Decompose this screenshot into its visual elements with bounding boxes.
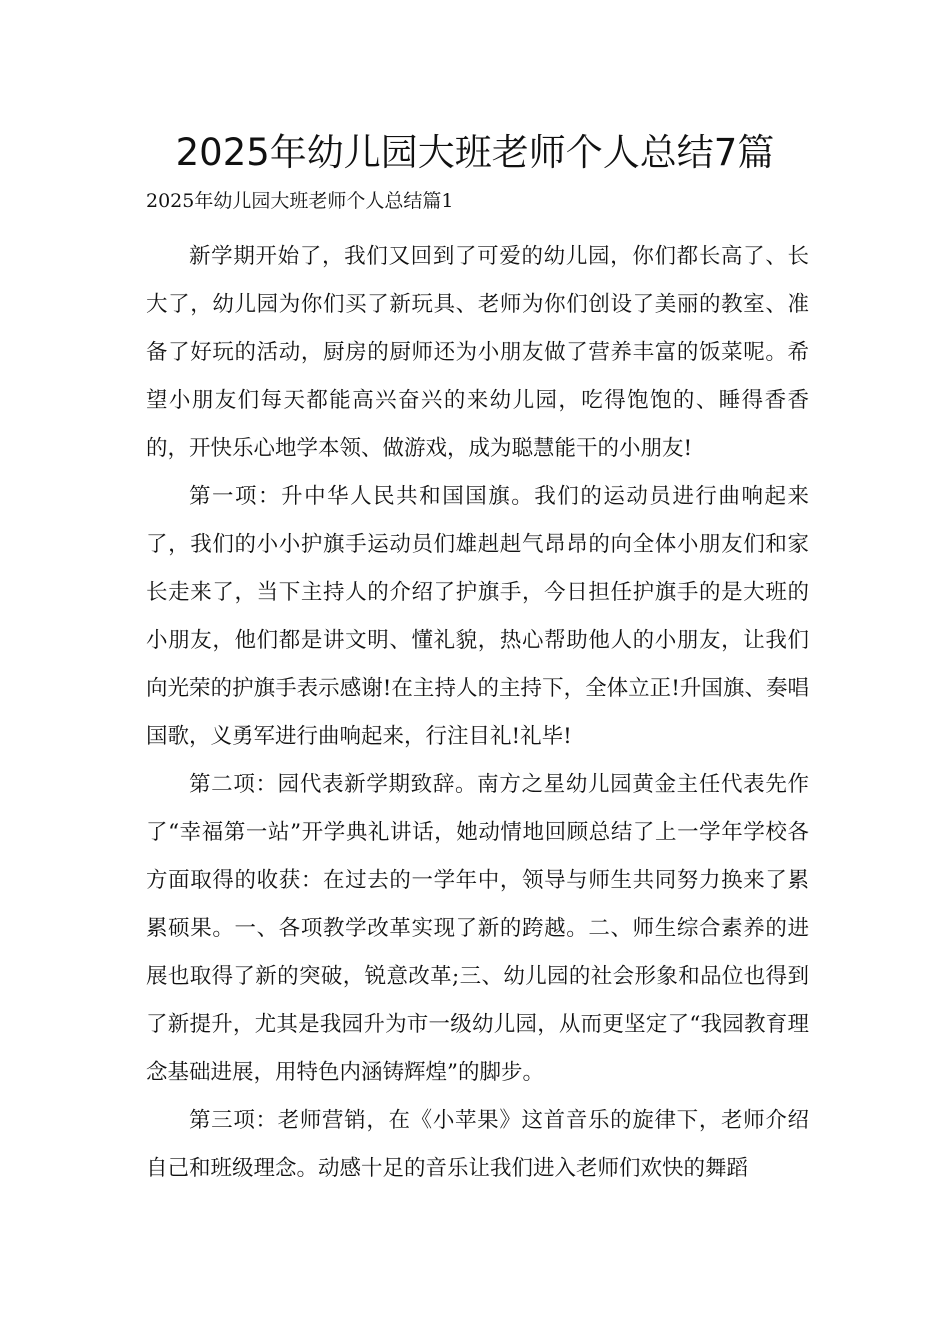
- paragraph-2: 第一项：升中华人民共和国国旗。我们的运动员进行曲响起来了，我们的小小护旗手运动员们雄赳赳气昂昂的向全体小朋友们和家长走来了，当下主持人的介绍了护旗手，今日担任护旗手的是大班的小朋友，他们都是讲文明、懂礼貌，热心帮助他人的小朋友，让我们向光荣的护旗手表示感谢!在主持人的主持下，全体立正!升国旗、奏唱国歌，义勇军进行曲响起来，行注目礼!礼毕!: [146, 484, 809, 749]
- document-title: 2025年幼儿园大班老师个人总结7篇: [175, 131, 775, 174]
- paragraph-4: 第三项：老师营销，在《小苹果》这首音乐的旋律下，老师介绍自己和班级理念。动感十足的音乐让我们进入老师们欢快的舞蹈: [146, 1108, 809, 1181]
- section-subtitle: 2025年幼儿园大班老师个人总结篇1: [146, 190, 454, 212]
- paragraph-3: 第二项：园代表新学期致辞。南方之星幼儿园黄金主任代表先作了“幸福第一站”开学典礼讲话，她动情地回顾总结了上一学年学校各方面取得的收获：在过去的一学年中，领导与师生共同努力换来了累累硕果。一、各项教学改革实现了新的跨越。二、师生综合素养的进展也取得了新的突破，锐意改革;三、幼儿园的社会形象和品位也得到了新提升，尤其是我园升为市一级幼儿园，从而更坚定了“我园教育理念基础进展，用特色内涵铸辉煌”的脚步。: [146, 772, 809, 1085]
- document-body: [146, 233, 809, 1193]
- paragraph-1: 新学期开始了，我们又回到了可爱的幼儿园，你们都长高了、长大了，幼儿园为你们买了新玩具、老师为你们创设了美丽的教室、准备了好玩的活动，厨房的厨师还为小朋友做了营养丰富的饭菜呢。希望小朋友们每天都能高兴奋兴的来幼儿园，吃得饱饱的、睡得香香的，开快乐心地学本领、做游戏，成为聪慧能干的小朋友!: [146, 244, 809, 461]
